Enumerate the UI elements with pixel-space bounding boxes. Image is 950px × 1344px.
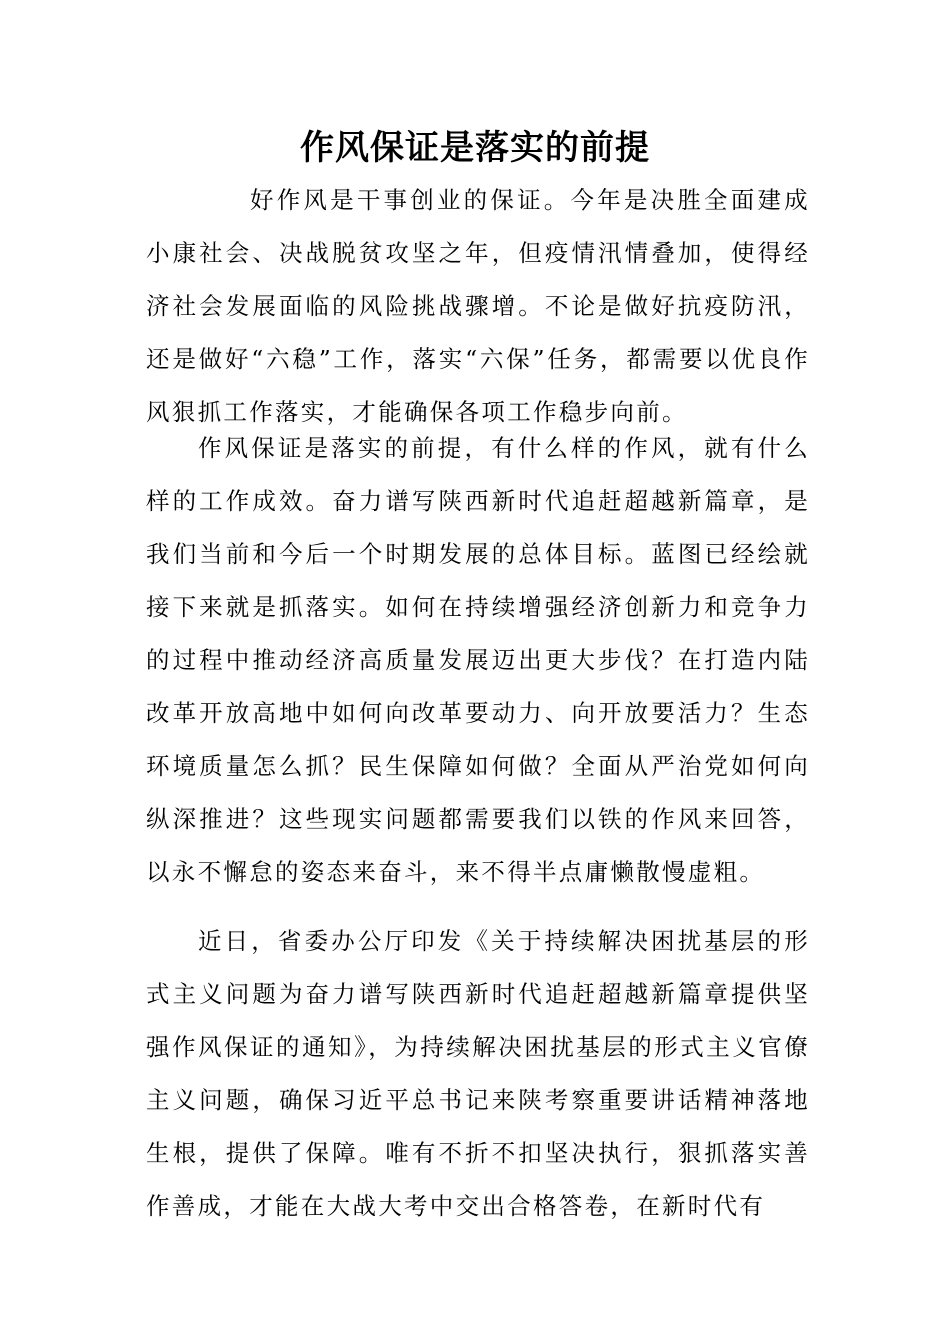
paragraph-3: 近日，省委办公厅印发《关于持续解决困扰基层的形式主义问题为奋力谱写陕西新时代追赶超越新篇章提供坚强作风保证的通知》，为持续解决困扰基层的形式主义官僚主义问题，确保习近平总书记来陕考察重要讲话精神落地生根，提供了保障。唯有不折不扣坚决执行，狠抓落实善作善成，才能在大战大考中交出合格答卷，在新时代有 (146, 927, 810, 1220)
paragraph-1: 好作风是干事创业的保证。今年是决胜全面建成小康社会、决战脱贫攻坚之年，但疫情汛情叠加，使得经济社会发展面临的风险挑战骤增。不论是做好抗疫防汛，还是做好“六稳”工作，落实“六保”任务，都需要以优良作风狠抓工作落实，才能确保各项工作稳步向前。 (146, 186, 810, 426)
document-title: 作风保证是落实的前提 (300, 128, 650, 168)
paragraph-2: 作风保证是落实的前提，有什么样的作风，就有什么样的工作成效。奋力谱写陕西新时代追赶超越新篇章，是我们当前和今后一个时期发展的总体目标。蓝图已经绘就接下来就是抓落实。如何在持续增强经济创新力和竞争力的过程中推动经济高质量发展迈出更大步伐？在打造内陆改革开放高地中如何向改革要动力、向开放要活力？生态环境质量怎么抓？民生保障如何做？全面从严治党如何向纵深推进？这些现实问题都需要我们以铁的作风来回答，以永不懈怠的姿态来奋斗，来不得半点庸懒散慢虚粗。 (146, 434, 810, 886)
